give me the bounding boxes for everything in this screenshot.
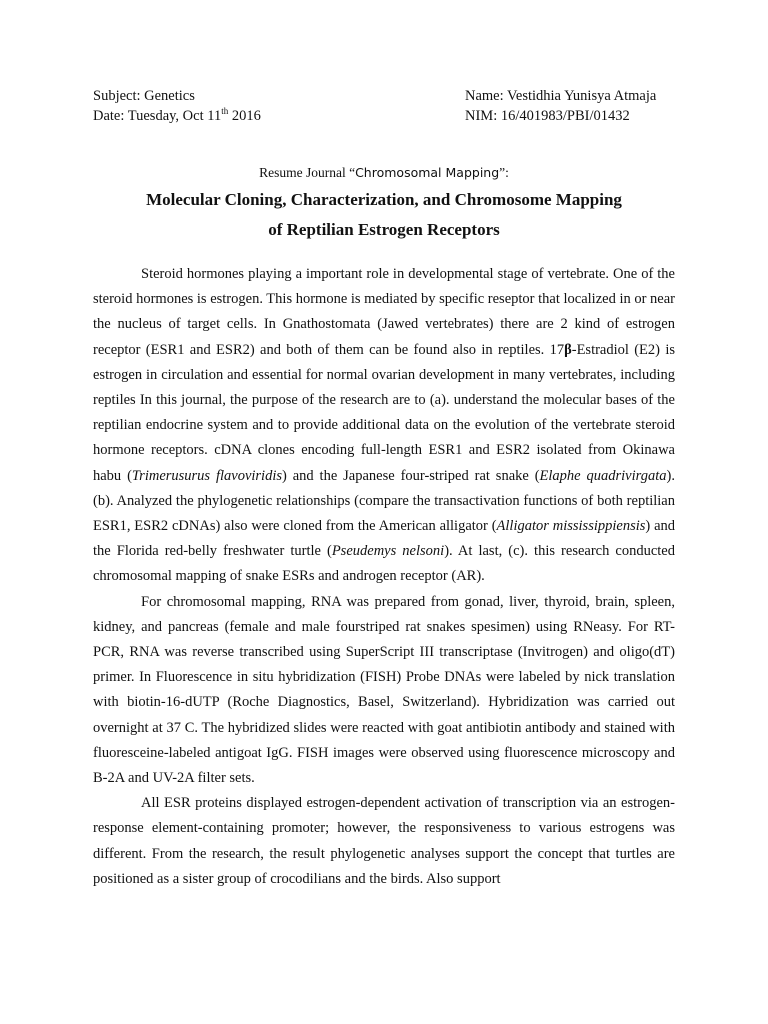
resume-journal-line: Resume Journal “Chromosomal Mapping”: — [259, 165, 509, 180]
paragraph-2: For chromosomal mapping, RNA was prepared from gonad, liver, thyroid, brain, spleen, kidney, and pancreas (female and male fourstriped rat snakes spesimen) using RNeasy. For RT-PCR, RNA was reverse transcribed using SuperScript III transcriptase (Invitrogen) and oligo(dT) primer. In Fluorescence in situ hybridization (FISH) Probe DNAs were labeled by nick translation with biotin-16-dUTP (Roche Diagnostics, Basel, Switzerland). Hybridization was carried out overnight at 37 C. The hybridized slides were reacted with goat antibiotin antibody and stained with fluoresceine-labeled antigoat IgG. FISH images were observed using fluorescence microscopy and B-2A and UV-2A filter sets. — [93, 593, 675, 787]
subject-label: Subject: Genetics — [93, 88, 195, 104]
student-nim: NIM: 16/401983/PBI/01432 — [465, 108, 630, 124]
header-row-2 — [93, 106, 683, 126]
student-name: Name: Vestidhia Yunisya Atmaja — [465, 88, 657, 104]
species-name: Alligator mississippiensis — [496, 518, 646, 535]
species-name: Pseudemys nelsoni — [331, 543, 445, 560]
header-row-1 — [93, 86, 683, 106]
species-name: Elaphe quadrivirgata — [539, 467, 667, 484]
paper-title-line-1: Molecular Cloning, Characterization, and Chromosome Mapping — [146, 190, 622, 209]
paragraph-3: All ESR proteins displayed estrogen-dependent activation of transcription via an estrogen-response element-containing promoter; however, the responsiveness to various estrogens was different. From the research, the result phylogenetic analyses support the concept that turtles are positioned as a sister group of crocodilians and the birds. Also support — [93, 795, 675, 887]
body-text — [93, 262, 675, 892]
paper-title-line-2: of Reptilian Estrogen Receptors — [268, 220, 500, 239]
paragraph-1: Steroid hormones playing a important role in developmental stage of vertebrate. One of the steroid hormones is estrogen. This hormone is mediated by specific reseptor that localized in or near the nucleus of target cells. In Gnathostomata (Jawed vertebrates) there are 2 kind of estrogen receptor (ESR1 and ESR2) and both of them can be found also in reptiles. 17β-Estradiol (E2) is estrogen in circulation and essential for normal ovarian development in many vertebrates, including reptiles In this journal, the purpose of the research are to (a). understand the molecular bases of the reptilian endocrine system and to provide additional data on the evolution of the vertebrate steroid hormone receptors. cDNA clones encoding full-length ESR1 and ESR2 isolated from Okinawa habu (Trimerusurus flavoviridis) and the Japanese four-striped rat snake (Elaphe quadrivirgata). (b). Analyzed the phylogenetic relationships (compare the transactivation functions of both reptilian ESR1, ESR2 cDNAs) also were cloned from the American alligator (Alligator mississippiensis) and the Florida red-belly freshwater turtle (Pseudemys nelsoni). At last, (c). this research conducted chromosomal mapping of snake ESRs and androgen receptor (AR). — [93, 266, 676, 585]
resume-topic: Chromosomal Mapping — [355, 165, 500, 180]
species-name: Trimerusurus flavoviridis — [131, 467, 283, 484]
date-label: Date: Tuesday, Oct 11th 2016 — [93, 106, 261, 124]
